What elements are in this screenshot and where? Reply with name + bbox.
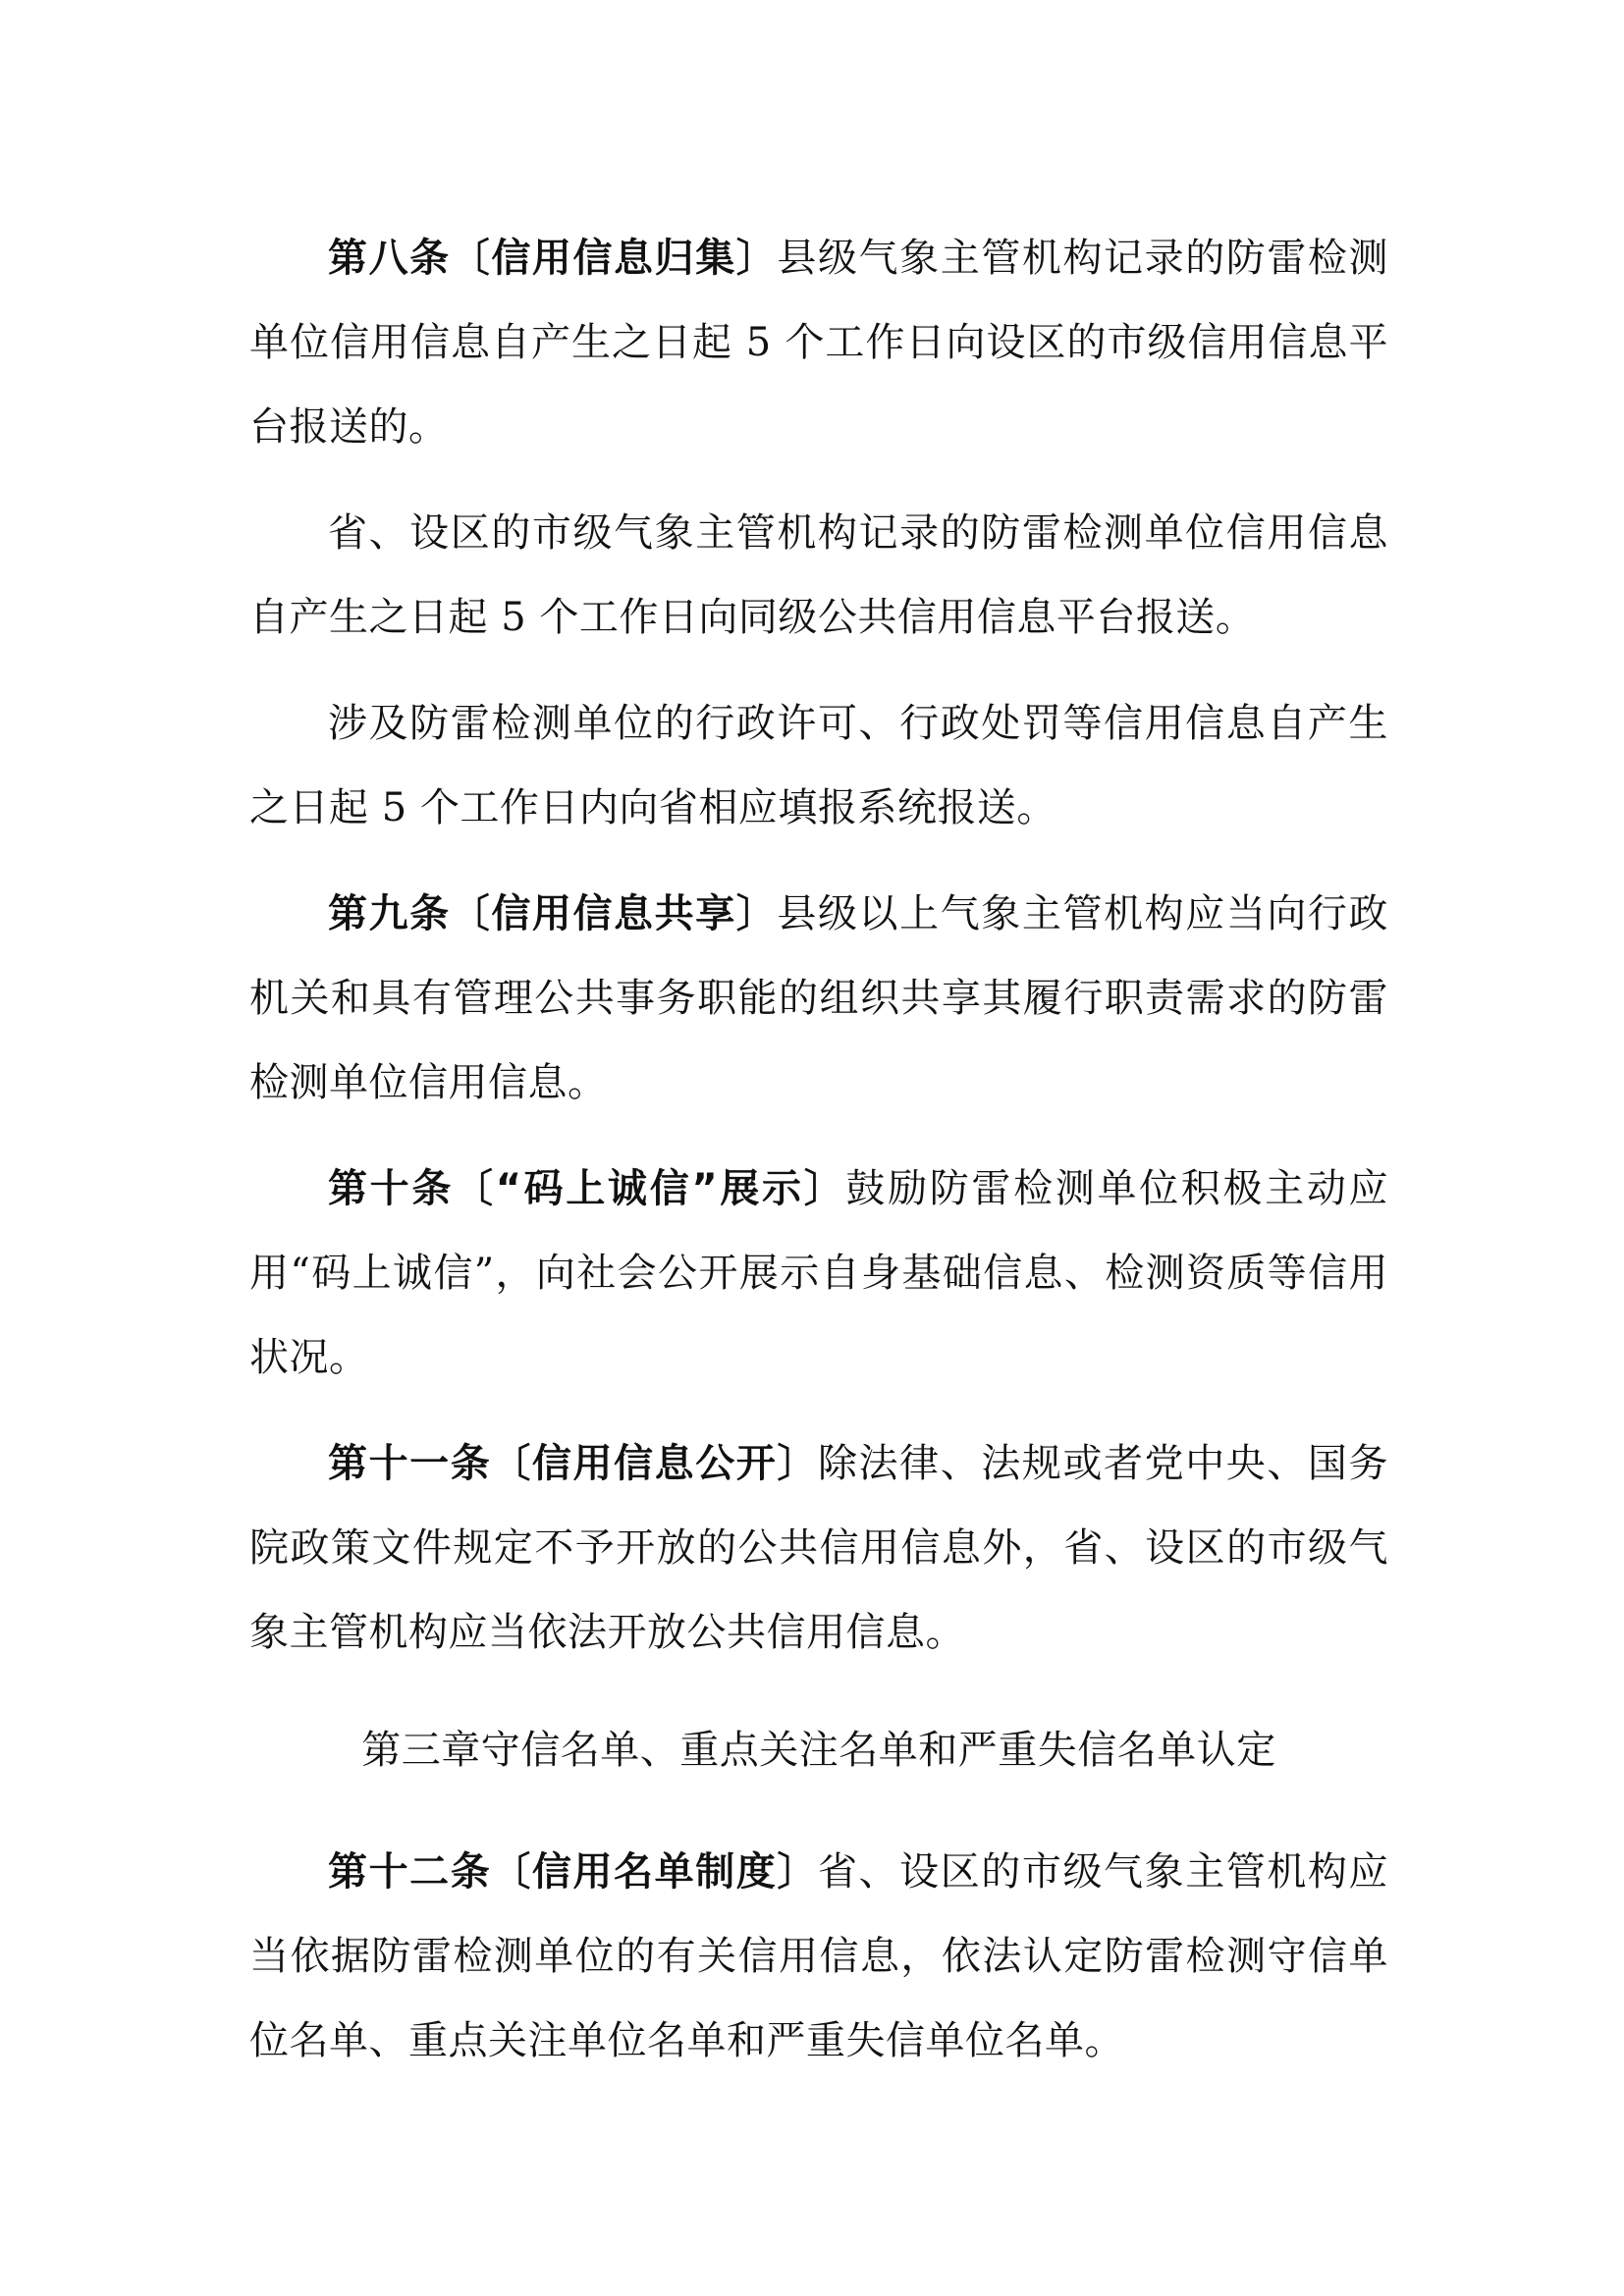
article-11 xyxy=(249,1421,1388,1675)
article-8 xyxy=(249,216,1388,469)
article-9 xyxy=(249,872,1388,1125)
article-8-paragraph-2-text: 省、设区的市级气象主管机构记录的防雷检测单位信用信息自产生之日起 5 个工作日向同级公共信用信息平台报送。 xyxy=(249,510,1388,640)
article-8-paragraph-3-text: 涉及防雷检测单位的行政许可、行政处罚等信用信息自产生之日起 5 个工作日内向省相应填报系统报送。 xyxy=(249,701,1388,830)
article-8-paragraph-3 xyxy=(249,681,1388,850)
article-9-text: 县级以上气象主管机构应当向行政机关和具有管理公共事务职能的组织共享其履行职责需求的防雷检测单位信用信息。 xyxy=(249,891,1389,1105)
article-8-paragraph-2 xyxy=(249,491,1388,660)
article-12-text: 省、设区的市级气象主管机构应当依据防雷检测单位的有关信用信息，依法认定防雷检测守信单位名单、重点关注单位名单和严重失信单位名单。 xyxy=(249,1849,1389,2063)
article-9-heading: 第九条〔信用信息共享〕 xyxy=(328,891,778,936)
article-12 xyxy=(249,1830,1388,2083)
article-12-heading: 第十二条〔信用名单制度〕 xyxy=(328,1849,818,1895)
article-10-heading: 第十条〔“码上诚信”展示〕 xyxy=(328,1166,846,1211)
article-11-text: 除法律、法规或者党中央、国务院政策文件规定不予开放的公共信用信息外，省、设区的市级气象主管机构应当依法开放公共信用信息。 xyxy=(249,1441,1389,1655)
article-8-heading: 第八条〔信用信息归集〕 xyxy=(328,236,778,281)
article-11-heading: 第十一条〔信用信息公开〕 xyxy=(328,1441,818,1486)
article-10 xyxy=(249,1147,1388,1400)
article-8-text: 县级气象主管机构记录的防雷检测单位信用信息自产生之日起 5 个工作日向设区的市级信用信息平台报送的。 xyxy=(249,236,1389,450)
document-body xyxy=(249,216,1388,2083)
article-10-text: 鼓励防雷检测单位积极主动应用“码上诚信”，向社会公开展示自身基础信息、检测资质等信用状况。 xyxy=(249,1166,1389,1380)
chapter-title: 第三章守信名单、重点关注名单和严重失信名单认定 xyxy=(361,1728,1276,1773)
